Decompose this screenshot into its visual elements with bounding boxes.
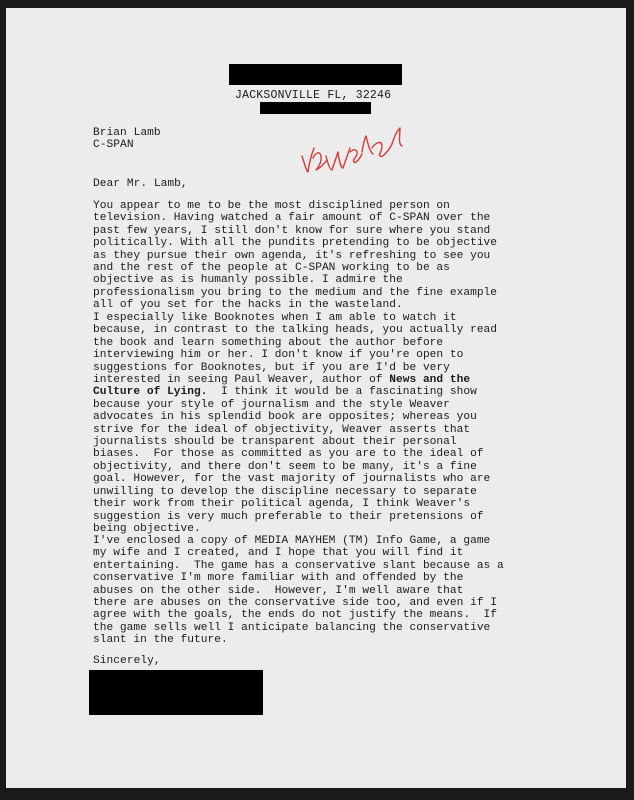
paragraph-2 [93, 312, 497, 535]
handwritten-note [296, 118, 416, 178]
book-title-part-1: News and the [389, 374, 471, 387]
closing: Sincerely, [93, 655, 161, 667]
book-title-part-2: Culture of Lying. [93, 386, 208, 399]
redaction-signature [89, 670, 263, 715]
redaction-name [229, 64, 402, 85]
sender-address: JACKSONVILLE FL, 32246 [235, 89, 392, 102]
redaction-phone [260, 102, 371, 114]
paragraph-2-text-a: I especially like Booknotes when I am able to watch it because, in contrast to the talking heads, you actually read the book and learn something about the author before interviewing him or her. I don't know if you're open to suggestions for Booknotes, but if you are I'd be very interested in seeing Paul Weaver, author of [93, 312, 498, 387]
recipient-org: C-SPAN [93, 139, 134, 151]
paragraph-2-text-b: I think it would be a fascinating show because your style of journalism and the style Weaver advocates in his splendid book are opposites; whereas you strive for the ideal of objectivity, Weaver asserts that journalists should be transparent about their personal biases. For those as committed as you are to the ideal of objectivity, and there don't seem to be many, it's a fine goal. However, for the vast majority of journalists who are unwilling to develop the discipline necessary to separate their work from their political agenda, I think Weaver's suggestion is very much preferable to their pretensions of being objective. [93, 386, 491, 535]
paragraph-3: I've enclosed a copy of MEDIA MAYHEM (TM) Info Game, a game my wife and I created, and I hope that you will find it entertaining. The game has a conservative slant because as a conservative I'm more familiar with and offended by the abuses on the other side. However, I'm well aware that there are abuses on the conservative side too, and even if I agree with the goals, the ends do not justify the means. If the game sells well I anticipate balancing the conservative slant in the future. [93, 535, 504, 647]
paragraph-1: You appear to me to be the most disciplined person on television. Having watched a fair amount of C-SPAN over the past few years, I still don't know for sure where you stand politically. With all the pundits pretending to be objective as they pursue their own agenda, it's refreshing to see you and the rest of the people at C-SPAN working to be as objective as is humanly possible. I admire the professionalism you bring to the medium and the fine example all of you set for the hacks in the wasteland. [93, 200, 498, 312]
recipient-name: Brian Lamb [93, 127, 161, 139]
salutation: Dear Mr. Lamb, [93, 178, 188, 190]
